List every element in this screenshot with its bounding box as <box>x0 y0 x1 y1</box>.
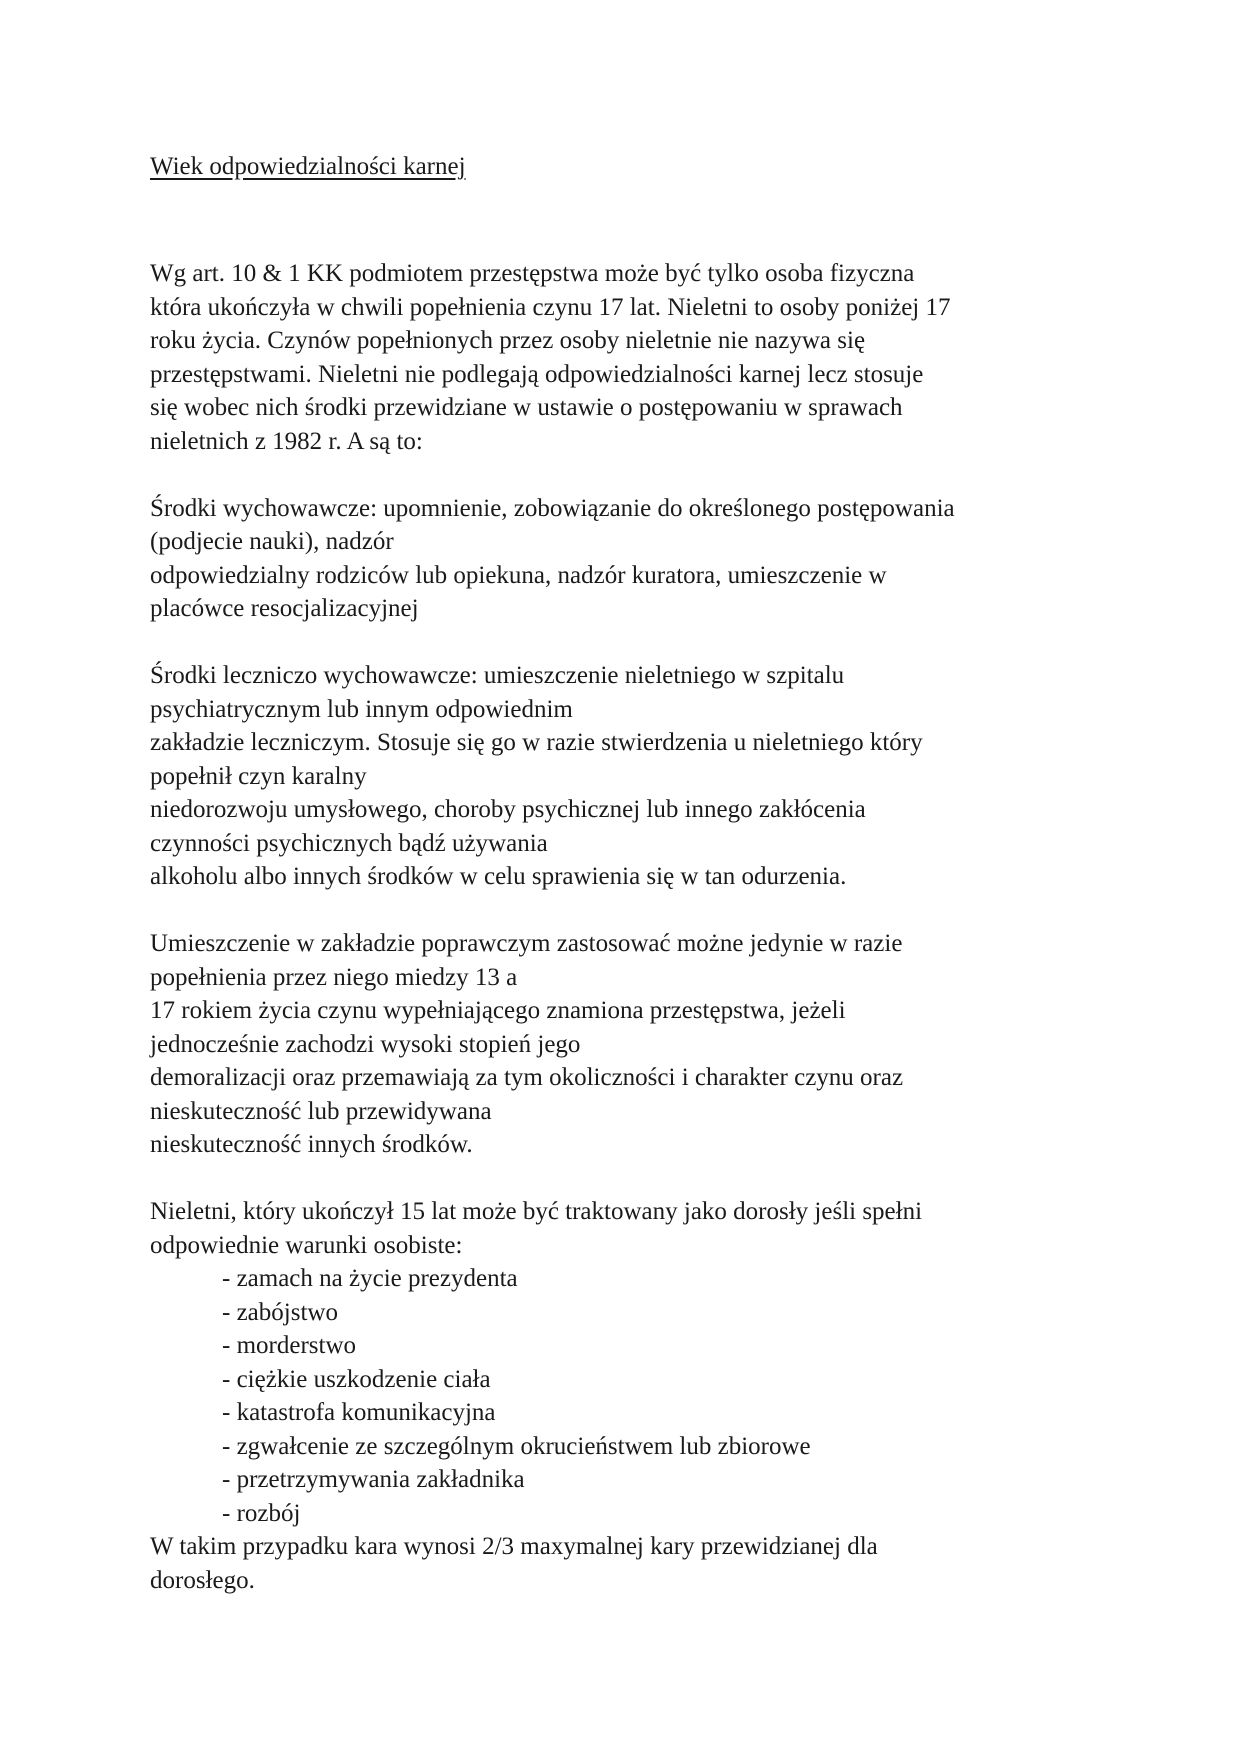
spacer <box>150 224 1100 258</box>
paragraph-line: czynności psychicznych bądź używania <box>150 829 548 857</box>
paragraph-line: Nieletni, który ukończył 15 lat może być traktowany jako dorosły jeśli spełni <box>150 1198 923 1225</box>
spacer <box>150 184 1100 224</box>
list-item: - przetrzymywania zakładnika <box>222 1466 525 1493</box>
paragraph-line: alkoholu albo innych środków w celu sprawienia się w tan odurzenia. <box>150 863 847 890</box>
list-item: - zabójstwo <box>222 1298 338 1326</box>
paragraph-line: W takim przypadku kara wynosi 2/3 maxymalnej kary przewidzianej dla <box>150 1533 878 1560</box>
document-body <box>150 150 1100 1597</box>
paragraph-adult-treatment <box>150 1195 1100 1262</box>
paragraph-correctional-facility <box>150 927 1100 1162</box>
spacer <box>150 458 1100 492</box>
offense-list <box>150 1262 1100 1530</box>
paragraph-line: psychiatrycznym lub innym odpowiednim <box>150 695 573 723</box>
list-item: - katastrofa komunikacyjna <box>222 1399 496 1426</box>
paragraph-line: która ukończyła w chwili popełnienia czynu 17 lat. Nieletni to osoby poniżej 17 <box>150 293 951 321</box>
list-item: - zgwałcenie ze szczególnym okrucieństwem lub zbiorowe <box>222 1432 811 1460</box>
spacer <box>150 1162 1100 1196</box>
list-item: - ciężkie uszkodzenie ciała <box>222 1365 491 1393</box>
paragraph-line: Umieszczenie w zakładzie poprawczym zastosować możne jedynie w razie <box>150 930 903 957</box>
paragraph-line: popełnienia przez niego miedzy 13 a <box>150 963 518 991</box>
paragraph-line: demoralizacji oraz przemawiają za tym okoliczności i charakter czynu oraz <box>150 1064 904 1091</box>
paragraph-line: placówce resocjalizacyjnej <box>150 595 419 622</box>
list-item: - morderstwo <box>222 1332 356 1359</box>
spacer <box>150 626 1100 660</box>
paragraph-educational-measures <box>150 492 1100 626</box>
paragraph-line: niedorozwoju umysłowego, choroby psychicznej lub innego zakłócenia <box>150 796 866 823</box>
paragraph-line: roku życia. Czynów popełnionych przez osoby nieletnie nie nazywa się <box>150 327 866 354</box>
spacer <box>150 894 1100 928</box>
paragraph-line: nieskuteczność innych środków. <box>150 1131 473 1158</box>
paragraph-intro <box>150 257 1100 458</box>
paragraph-line: (podjecie nauki), nadzór <box>150 528 394 555</box>
paragraph-line: 17 rokiem życia czynu wypełniającego znamiona przestępstwa, jeżeli <box>150 997 846 1024</box>
paragraph-line: popełnił czyn karalny <box>150 762 367 790</box>
paragraph-line: się wobec nich środki przewidziane w ustawie o postępowaniu w sprawach <box>150 394 903 421</box>
paragraph-line: Środki wychowawcze: upomnienie, zobowiązanie do określonego postępowania <box>150 494 955 522</box>
document-title: Wiek odpowiedzialności karnej <box>150 153 466 180</box>
paragraph-line: przestępstwami. Nieletni nie podlegają odpowiedzialności karnej lecz stosuje <box>150 360 924 388</box>
paragraph-line: odpowiedzialny rodziców lub opiekuna, nadzór kuratora, umieszczenie w <box>150 561 887 589</box>
paragraph-line: Wg art. 10 & 1 KK podmiotem przestępstwa może być tylko osoba fizyczna <box>150 260 915 287</box>
list-item: - zamach na życie prezydenta <box>222 1265 518 1292</box>
paragraph-line: odpowiednie warunki osobiste: <box>150 1231 463 1259</box>
paragraph-line: Środki leczniczo wychowawcze: umieszczenie nieletniego w szpitalu <box>150 662 845 689</box>
paragraph-line: zakładzie leczniczym. Stosuje się go w razie stwierdzenia u nieletniego który <box>150 729 923 756</box>
paragraph-line: dorosłego. <box>150 1566 255 1594</box>
paragraph-line: nieletnich z 1982 r. A są to: <box>150 427 423 455</box>
paragraph-line: jednocześnie zachodzi wysoki stopień jego <box>150 1030 581 1058</box>
list-item: - rozbój <box>222 1499 301 1527</box>
paragraph-line: nieskuteczność lub przewidywana <box>150 1097 492 1125</box>
paragraph-conclusion <box>150 1530 1100 1597</box>
paragraph-therapeutic-measures <box>150 659 1100 894</box>
